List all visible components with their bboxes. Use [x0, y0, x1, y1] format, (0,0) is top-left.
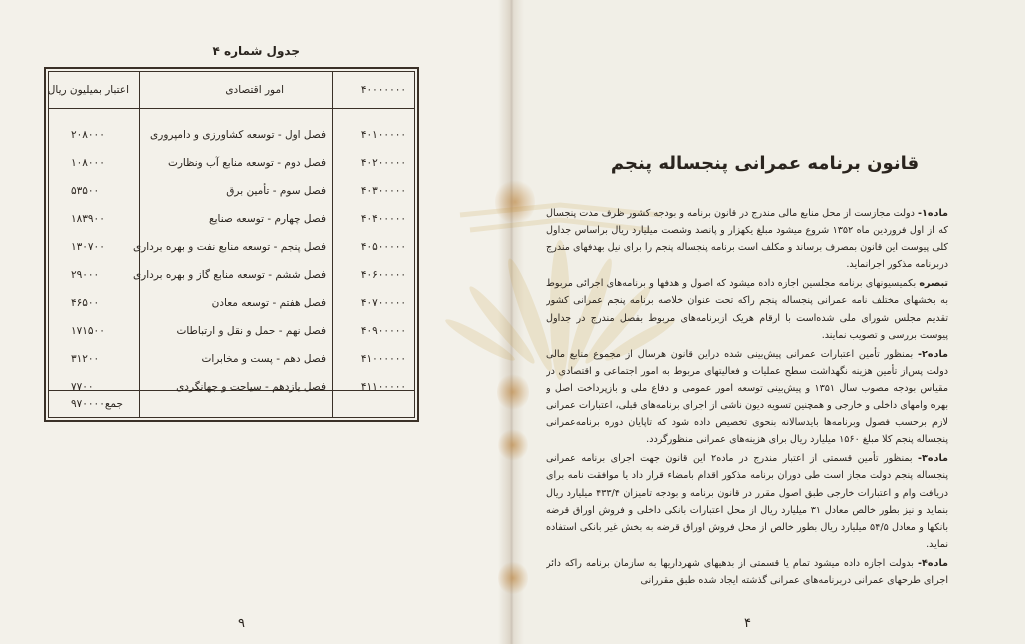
column-divider: [332, 72, 333, 417]
table-row-code: ۴۰۴۰۰۰۰۰: [360, 213, 406, 225]
article-paragraph: [546, 275, 948, 343]
table-row-code: ۴۰۹۰۰۰۰۰: [360, 325, 406, 337]
total-label: جمع: [104, 398, 123, 410]
table-inner-border: [48, 71, 415, 418]
article-text: بمنظور تأمین اعتبارات عمرانی پیش‌بینی شده دراین قانون هرسال از مجموع منابع مالی دولت پس‌از تأمین هزینه نگهداشت سطح عملیات و فعالیتهای مربوط به امور اجتماعی و اقتصادی در مقیاس بودجه مصوب سال ۱۳۵۱ و پیش‌بینی توسعه امور عمومی و دفاع ملی و بازپرداخت اصل و بهره وامهای داخلی و خارجی و همچنین تسویه دیون ناشی از اجرای برنامه‌های قبلی، اعتبارات عمرانی لازم برحسب فصول وبرنامه‌ها بایدسالانه بنحوی تخصیص داده شود که تاپایان دوره برنامه‌عمرانی پنجساله پنجم کلا مبلغ ۱۵۶۰ میلیارد ریال برای هزینه‌های عمرانی منظورگردد.: [546, 348, 948, 446]
article-text: بدولت اجازه داده میشود تمام یا قسمتی از بدهیهای شهرداریها به سازمان برنامه راکه دائر اجرای طرحهای عمرانی دربرنامه‌های عمرانی گذشته ایجاد شده طبق مقررانی: [546, 557, 948, 586]
article-paragraph: [546, 555, 948, 589]
table-row-title: فصل ششم - توسعه منابع گاز و بهره برداری: [132, 269, 326, 281]
stain: [498, 560, 528, 596]
article-paragraph: [546, 450, 948, 553]
table-row-title: فصل چهارم - توسعه صنایع: [209, 213, 326, 225]
table-row-code: ۴۰۲۰۰۰۰۰: [360, 157, 406, 169]
table-row-title: فصل پنجم - توسعه منابع نفت و بهره برداری: [132, 241, 326, 253]
article-text: دولت مجازست از محل منابع مالی مندرج در قانون برنامه و بودجه کشور ظرف مدت پنجسال که از اول فروردین ماه ۱۳۵۲ شروع میشود مبلغ یکهزار و پانصد وشصت میلیارد ریال براساس جداول کلی پیوست این قانون بمصرف برساند و مکلف است برنامه پنجساله پنجم را برای نیل بهدفهای مندرج دربرنامه مذکور اجرانماید.: [546, 208, 948, 271]
article-paragraph: [546, 205, 948, 273]
page-title: قانون برنامه عمرانی پنجساله پنجم: [610, 153, 920, 174]
stain: [497, 372, 529, 412]
table-row-amount: ۲۰۸۰۰۰: [71, 129, 105, 141]
table-row-amount: ۱۰۸۰۰۰: [71, 157, 105, 169]
table-row-code: ۴۱۱۰۰۰۰۰: [360, 381, 406, 393]
table-row-amount: ۱۳۰۷۰۰: [71, 241, 105, 253]
article-paragraph: [546, 346, 948, 449]
table-row-title: فصل دهم - پست و مخابرات: [201, 353, 326, 365]
stain: [498, 428, 528, 462]
table-row-amount: ۱۸۳۹۰۰: [71, 213, 105, 225]
table-row-amount: ۳۱۲۰۰: [71, 353, 100, 365]
table-row-title: فصل دوم - توسعه منابع آب ونظارت: [167, 157, 326, 169]
body-text: [546, 205, 948, 635]
stain: [495, 178, 535, 226]
table-caption: جدول شماره ۴: [212, 44, 300, 58]
article-heading: ماده۲-: [918, 348, 948, 360]
left-page-number: ۹: [238, 616, 245, 631]
table-row-code: ۴۰۵۰۰۰۰۰: [360, 241, 406, 253]
table-row-amount: ۴۶۵۰۰: [71, 297, 100, 309]
article-text: بمنظور تأمین قسمتی از اعتبار مندرج در ماده۲ این قانون جهت اجرای برنامه عمرانی پنجساله پنجم دولت مجاز است طی دوران برنامه مذکور اقدام بامضاء قرار داد یا موافقت نامه برای دریافت وام و اعتبارات خارجی طبق اصول مقرر در قانون برنامه و بودجه تامیزان ۴۳۳/۴ میلیارد ریال بنماید و نیز بطور خالص معادل ۳۱ میلیارد ریال از محل اعتبارات بانکی داخلی و فروش اوراق قرضه بانکها و معادل ۵۴/۵ میلیارد ریال بطور خالص از محل فروش اوراق قرضه به بخش غیر بانکی استفاده نماید.: [546, 453, 948, 550]
table-row-title: فصل یازدهم - سیاحت و جهانگردی: [176, 381, 326, 393]
right-page-number: ۴: [744, 616, 751, 631]
table-row-code: ۴۱۰۰۰۰۰۰: [360, 353, 406, 365]
table-row-code: ۴۰۳۰۰۰۰۰: [360, 185, 406, 197]
article-heading: ماده۴-: [918, 557, 948, 569]
table-row-title: فصل سوم - تأمین برق: [226, 185, 326, 197]
table-row-amount: ۱۷۱۵۰۰: [71, 325, 105, 337]
table-row-title: فصل اول - توسعه کشاورزی و دامپروری: [150, 129, 326, 141]
header-amount: اعتبار بمیلیون ریال: [47, 84, 129, 96]
article-heading: تبصره: [919, 278, 948, 290]
table-row-code: ۴۰۷۰۰۰۰۰: [360, 297, 406, 309]
table-row-title: فصل نهم - حمل و نقل و ارتباطات: [176, 325, 326, 337]
article-heading: ماده۱-: [918, 208, 948, 219]
header-code: ۴۰۰۰۰۰۰۰: [360, 84, 406, 96]
article-heading: ماده۳-: [918, 453, 948, 465]
article-text: بکمیسیونهای برنامه مجلسین اجازه داده میشود که اصول و هدفها و برنامه‌های اجرائی مربوط به بخشهای مختلف نامه عمرانی پنجساله پنجم راکه تحت عنوان خلاصه برنامه پنجم عمرانی کشور تقدیم مجلس شورای ملی شده‌است با ارقام هریک ازبرنامه‌های مربوط بفصل مندرج در جداول پیوست بررسی و تصویب نمایند.: [546, 278, 948, 341]
header-divider: [49, 108, 414, 109]
table-row-title: فصل هفتم - توسعه معادن: [211, 297, 326, 309]
header-sector: امور اقتصادی: [225, 84, 284, 96]
table-row-amount: ۵۳۵۰۰: [71, 185, 100, 197]
budget-table: [44, 67, 419, 422]
total-amount: ۹۷۰۰۰۰: [71, 398, 105, 410]
table-row-amount: ۲۹۰۰۰: [71, 269, 100, 281]
table-row-code: ۴۰۶۰۰۰۰۰: [360, 269, 406, 281]
table-row-amount: ۷۷۰۰: [71, 381, 94, 393]
table-row-code: ۴۰۱۰۰۰۰۰: [360, 129, 406, 141]
